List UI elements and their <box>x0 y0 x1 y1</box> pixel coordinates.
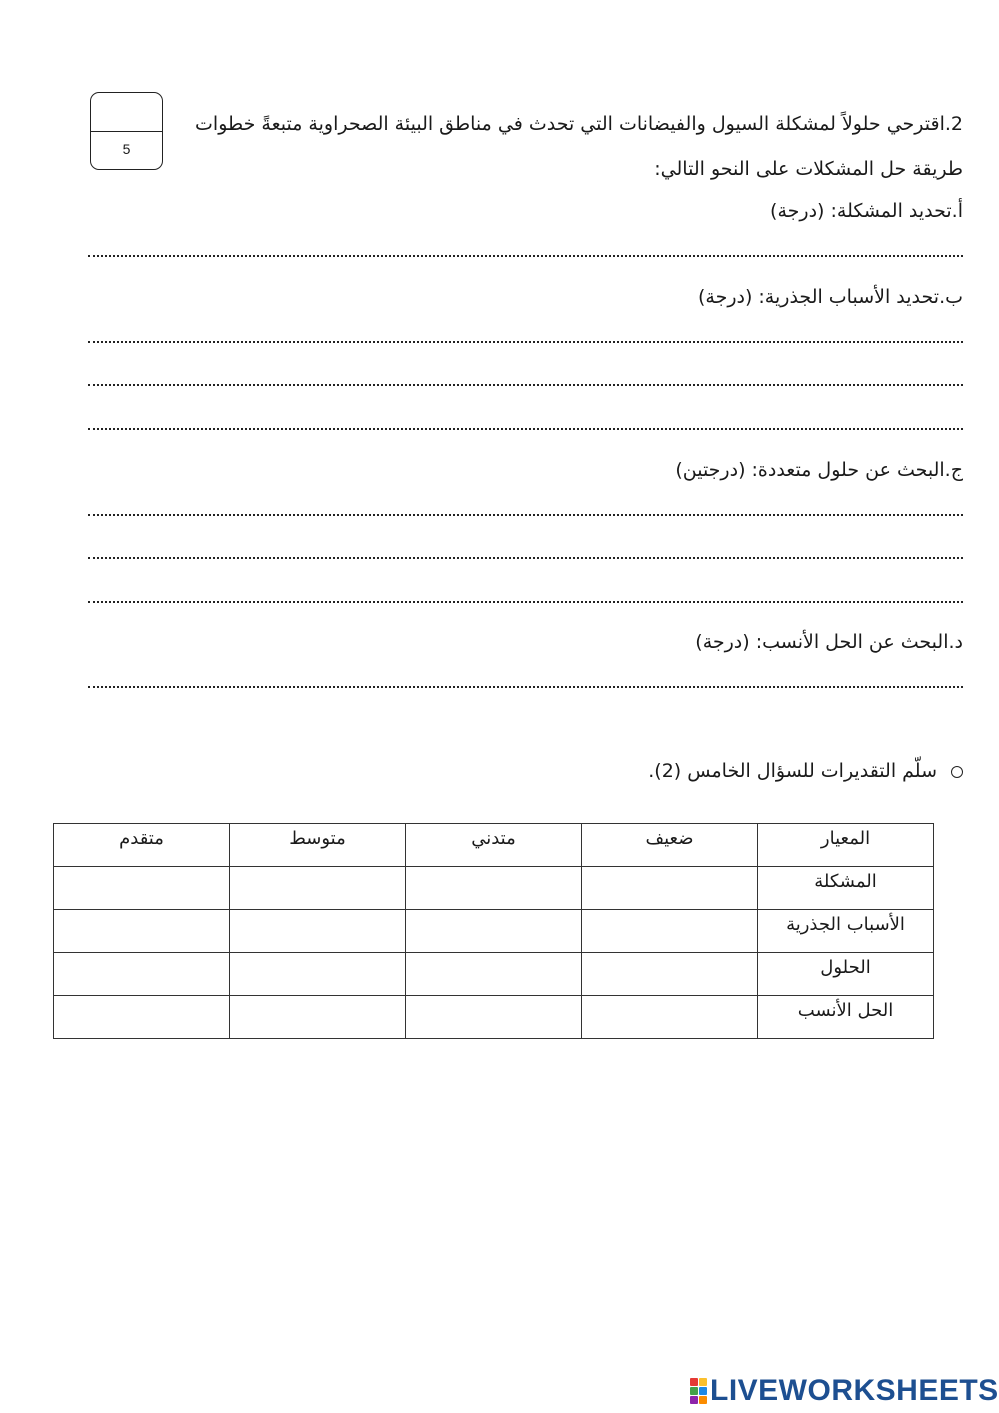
score-value: 5 <box>122 141 131 157</box>
rubric-row <box>54 996 934 1039</box>
rubric-cell[interactable] <box>406 910 582 953</box>
rubric-cell[interactable] <box>230 910 406 953</box>
rubric-cell[interactable] <box>582 996 758 1039</box>
rubric-row-criterion: الأسباب الجذرية <box>758 910 934 953</box>
rubric-cell[interactable] <box>54 910 230 953</box>
section-a-label: أ.تحديد المشكلة: (درجة) <box>770 200 963 222</box>
rubric-cell[interactable] <box>230 953 406 996</box>
rubric-header-medium: متوسط <box>230 824 406 867</box>
rubric-cell[interactable] <box>230 996 406 1039</box>
answer-line-b1[interactable] <box>88 341 963 343</box>
rubric-header-criterion: المعيار <box>758 824 934 867</box>
question-line-1: 2.اقترحي حلولاً لمشكلة السيول والفيضانات التي تحدث في مناطق البيئة الصحراوية متبعةً خطوات <box>195 113 963 135</box>
rubric-title <box>648 757 963 785</box>
question-line-2: طريقة حل المشكلات على النحو التالي: <box>654 158 963 180</box>
answer-line-c2[interactable] <box>88 557 963 559</box>
score-box <box>90 92 163 170</box>
liveworksheets-logo-icon <box>690 1378 707 1404</box>
rubric-row <box>54 867 934 910</box>
rubric-row-criterion: الحل الأنسب <box>758 996 934 1039</box>
rubric-cell[interactable] <box>230 867 406 910</box>
rubric-cell[interactable] <box>582 867 758 910</box>
rubric-cell[interactable] <box>406 867 582 910</box>
answer-line-c3[interactable] <box>88 601 963 603</box>
liveworksheets-logo[interactable] <box>690 1374 999 1408</box>
rubric-header-weak: ضعيف <box>582 824 758 867</box>
rubric-row <box>54 910 934 953</box>
rubric-title-text: سلّم التقديرات للسؤال الخامس (2). <box>648 760 937 782</box>
rubric-cell[interactable] <box>54 996 230 1039</box>
rubric-cell[interactable] <box>406 953 582 996</box>
answer-line-b3[interactable] <box>88 428 963 430</box>
score-box-divider <box>91 131 162 132</box>
section-b-label: ب.تحديد الأسباب الجذرية: (درجة) <box>697 286 963 308</box>
rubric-cell[interactable] <box>54 953 230 996</box>
answer-line-c1[interactable] <box>88 514 963 516</box>
section-d-label: د.البحث عن الحل الأنسب: (درجة) <box>695 631 963 653</box>
section-c-label: ج.البحث عن حلول متعددة: (درجتين) <box>675 459 963 481</box>
rubric-row <box>54 953 934 996</box>
rubric-cell[interactable] <box>54 867 230 910</box>
bullet-circle-icon <box>951 766 963 778</box>
answer-line-a1[interactable] <box>88 255 963 257</box>
answer-line-d1[interactable] <box>88 686 963 688</box>
liveworksheets-logo-text: LIVEWORKSHEETS <box>710 1374 999 1407</box>
rubric-table <box>53 823 934 1039</box>
rubric-header-advanced: متقدم <box>54 824 230 867</box>
rubric-cell[interactable] <box>406 996 582 1039</box>
rubric-row-criterion: المشكلة <box>758 867 934 910</box>
answer-line-b2[interactable] <box>88 384 963 386</box>
rubric-row-criterion: الحلول <box>758 953 934 996</box>
rubric-cell[interactable] <box>582 953 758 996</box>
rubric-header-low: متدني <box>406 824 582 867</box>
rubric-cell[interactable] <box>582 910 758 953</box>
rubric-header-row <box>54 824 934 867</box>
